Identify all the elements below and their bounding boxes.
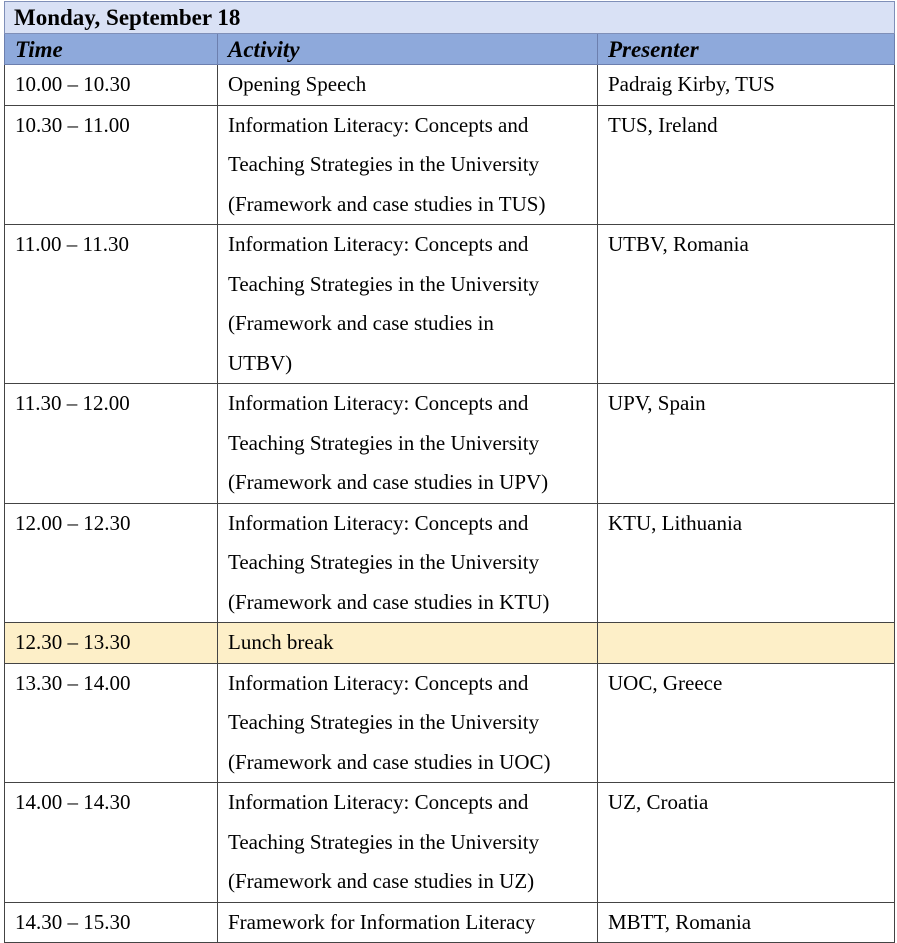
activity-cell bbox=[218, 663, 598, 783]
table-row bbox=[5, 384, 895, 504]
table-row bbox=[5, 105, 895, 225]
day-title: Monday, September 18 bbox=[5, 2, 895, 34]
time-cell: 11.30 – 12.00 bbox=[5, 384, 218, 504]
time-cell: 10.00 – 10.30 bbox=[5, 65, 218, 106]
presenter-cell: UPV, Spain bbox=[598, 384, 895, 504]
activity-line: Teaching Strategies in the University bbox=[228, 710, 540, 734]
activity-line: Information Literacy: Concepts and bbox=[228, 790, 529, 814]
column-header-row bbox=[5, 34, 895, 65]
table-row bbox=[5, 65, 895, 106]
activity-line: (Framework and case studies in UZ) bbox=[228, 869, 535, 893]
activity-line: Lunch break bbox=[228, 630, 334, 654]
presenter-cell: TUS, Ireland bbox=[598, 105, 895, 225]
time-cell: 10.30 – 11.00 bbox=[5, 105, 218, 225]
activity-line: (Framework and case studies in UPV) bbox=[228, 470, 549, 494]
activity-line: (Framework and case studies in UOC) bbox=[228, 749, 551, 774]
activity-cell bbox=[218, 902, 598, 943]
activity-line: (Framework and case studies in KTU) bbox=[228, 589, 550, 614]
presenter-cell: UTBV, Romania bbox=[598, 225, 895, 384]
activity-line: Information Literacy: Concepts and bbox=[228, 232, 529, 256]
table-row bbox=[5, 225, 895, 384]
time-cell: 14.30 – 15.30 bbox=[5, 902, 218, 943]
column-header-presenter: Presenter bbox=[598, 34, 895, 65]
presenter-cell bbox=[598, 623, 895, 664]
activity-line: (Framework and case studies in TUS) bbox=[228, 191, 546, 216]
table-row bbox=[5, 783, 895, 903]
activity-line: Information Literacy: Concepts and bbox=[228, 510, 529, 535]
activity-cell bbox=[218, 105, 598, 225]
presenter-cell: UZ, Croatia bbox=[598, 783, 895, 903]
column-header-time: Time bbox=[5, 34, 218, 65]
time-cell: 12.30 – 13.30 bbox=[5, 623, 218, 664]
time-cell: 13.30 – 14.00 bbox=[5, 663, 218, 783]
activity-line: Opening Speech bbox=[228, 72, 367, 96]
activity-line: Teaching Strategies in the University bbox=[228, 152, 540, 176]
table-row bbox=[5, 902, 895, 943]
presenter-cell: MBTT, Romania bbox=[598, 902, 895, 943]
activity-line: Teaching Strategies in the University bbox=[228, 550, 540, 574]
activity-line: Teaching Strategies in the University bbox=[228, 829, 540, 854]
time-cell: 11.00 – 11.30 bbox=[5, 225, 218, 384]
activity-line: Information Literacy: Concepts and bbox=[228, 112, 529, 137]
presenter-cell: Padraig Kirby, TUS bbox=[598, 65, 895, 106]
day-header-row bbox=[5, 2, 895, 34]
schedule-table bbox=[4, 1, 895, 943]
activity-line: Framework for Information Literacy bbox=[228, 909, 536, 934]
presenter-cell: KTU, Lithuania bbox=[598, 503, 895, 623]
activity-line: UTBV) bbox=[228, 350, 293, 375]
activity-cell bbox=[218, 65, 598, 106]
time-cell: 14.00 – 14.30 bbox=[5, 783, 218, 903]
time-cell: 12.00 – 12.30 bbox=[5, 503, 218, 623]
activity-cell bbox=[218, 384, 598, 504]
presenter-cell: UOC, Greece bbox=[598, 663, 895, 783]
activity-cell bbox=[218, 623, 598, 664]
column-header-activity: Activity bbox=[218, 34, 598, 65]
activity-cell bbox=[218, 225, 598, 384]
table-row bbox=[5, 503, 895, 623]
table-row bbox=[5, 663, 895, 783]
activity-line: Information Literacy: Concepts and bbox=[228, 391, 529, 415]
activity-cell bbox=[218, 783, 598, 903]
break-row bbox=[5, 623, 895, 664]
activity-line: Information Literacy: Concepts and bbox=[228, 670, 529, 695]
activity-line: Teaching Strategies in the University bbox=[228, 430, 540, 455]
activity-cell bbox=[218, 503, 598, 623]
activity-line: (Framework and case studies in bbox=[228, 311, 494, 335]
activity-line: Teaching Strategies in the University bbox=[228, 271, 540, 296]
